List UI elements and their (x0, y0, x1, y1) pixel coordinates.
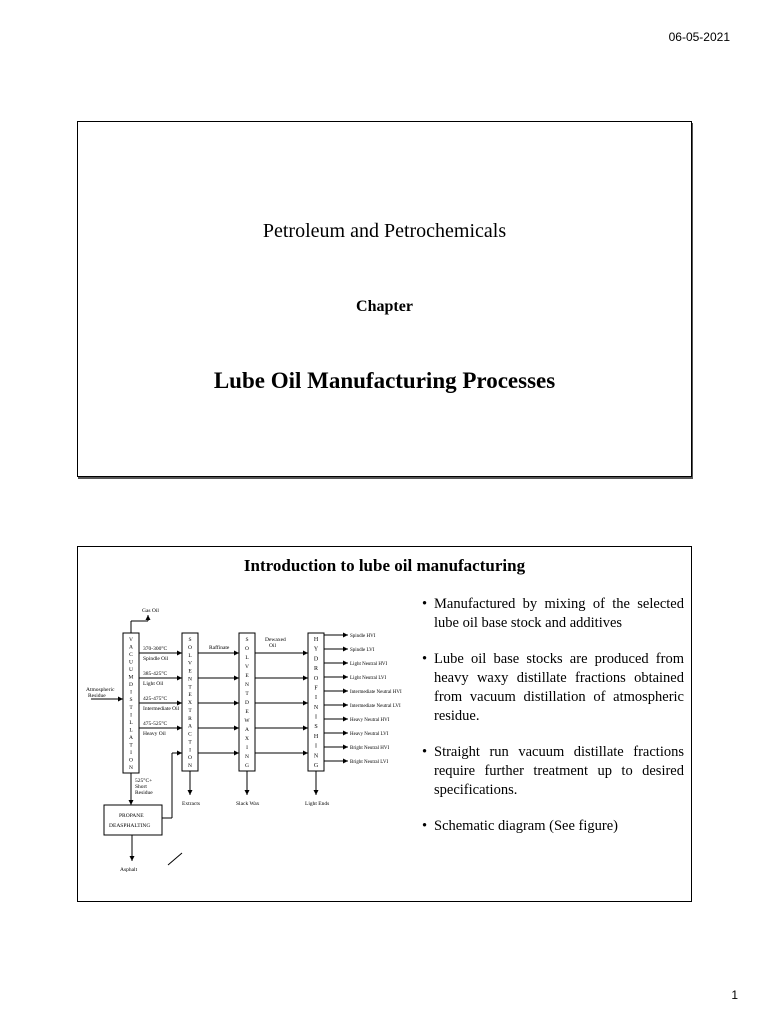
cut-1-name: Spindle Oil (143, 656, 169, 662)
page-number: 1 (731, 988, 738, 1002)
gas-oil-label: Gas Oil (142, 608, 159, 614)
process-flow-diagram (86, 603, 416, 883)
hydrofinishing-column-letter: I (315, 743, 317, 750)
hydrofinishing-column-letter: H (313, 733, 319, 740)
light-ends-label: Light Ends (305, 801, 330, 807)
extraction-column-letter: E (188, 692, 192, 699)
dewaxing-column-letter: E (245, 709, 249, 715)
hydrofinishing-column-letter: I (315, 695, 317, 702)
dewaxed-oil-1: Dewaxed (265, 637, 286, 643)
cut-3-temp: 425-475°C (143, 696, 168, 702)
vacuum-column-letter: I (130, 689, 132, 696)
dewaxing-column-letter: S (245, 637, 249, 643)
dewaxing-column-letter: I (246, 745, 248, 751)
extracts-label: Extracts (182, 801, 201, 807)
extraction-column-letter: I (189, 747, 191, 754)
cut-3-name: Intermediate Oil (143, 706, 180, 712)
hydrofinishing-column-letter: S (314, 724, 318, 731)
dewaxing-column-letter: E (245, 673, 249, 679)
product-label: Light Neutral HVI (350, 662, 388, 667)
feed-label-1: Atmospheric (86, 687, 115, 693)
extraction-column-letter: C (188, 731, 192, 738)
dewaxing-column-letter: T (245, 691, 249, 697)
cut-1-temp: 370-300°C (143, 646, 168, 652)
vacuum-column-letter: N (129, 765, 133, 771)
hydrofinishing-column-letter: H (313, 637, 319, 643)
vacuum-column-letter: U (129, 659, 133, 666)
vacuum-column-letter: C (129, 652, 133, 659)
asphalt-label: Asphalt (120, 867, 138, 873)
bullet-item: • Straight run vacuum distillate fractions require further treatment up to desired specifications. (422, 743, 684, 800)
dewaxing-column-letter: N (245, 754, 249, 760)
product-label: Spindle HVI (350, 634, 376, 639)
dewaxing-column-letter: O (245, 646, 249, 652)
product-label: Intermediate Neutral HVI (350, 690, 402, 695)
vacuum-column-letter: V (129, 637, 133, 643)
vacuum-column-letter: I (130, 712, 132, 719)
product-label: Bright Neutral LVI (350, 760, 389, 765)
vacuum-column-letter: D (129, 682, 133, 689)
extraction-column-letter: T (188, 707, 192, 714)
bullet-item: • Schematic diagram (See figure) (422, 817, 684, 836)
vacuum-column-letter: L (129, 719, 133, 726)
extraction-column-letter: R (188, 715, 192, 722)
extraction-column-letter: V (188, 660, 192, 667)
hydrofinishing-column-letter: Y (313, 646, 319, 653)
vacuum-column-letter: I (130, 749, 132, 756)
propane-label-1: PROPANE (119, 813, 144, 819)
product-label: Heavy Neutral LVI (350, 732, 389, 737)
bullet-list (422, 595, 684, 853)
product-label: Spindle LVI (350, 648, 375, 653)
short-residue-1: 525°C+ (135, 778, 153, 784)
propane-label-2: DEASPHALTING (109, 823, 151, 829)
hydrofinishing-column-letter: O (313, 675, 319, 682)
extraction-column-letter: T (188, 684, 192, 691)
dewaxing-column-letter: D (245, 700, 249, 706)
dewaxing-column-letter: G (245, 763, 249, 769)
dewaxing-column-letter: V (245, 664, 249, 670)
vacuum-column-letter: M (128, 674, 134, 681)
chapter-title: Lube Oil Manufacturing Processes (213, 368, 556, 393)
cut-2-name: Light Oil (143, 681, 164, 687)
chapter-label: Chapter (356, 298, 413, 315)
short-residue-3: Residue (135, 790, 153, 796)
extraction-column-letter: O (188, 644, 192, 651)
vacuum-column-letter: U (129, 667, 133, 674)
hydrofinishing-column-letter: G (313, 763, 319, 769)
slack-wax-label: Slack Wax (236, 801, 260, 807)
page-date: 06-05-2021 (668, 30, 730, 44)
extraction-column-letter: X (188, 700, 192, 706)
vacuum-column-letter: T (129, 742, 133, 749)
extraction-column-letter: N (188, 763, 192, 769)
product-label: Intermediate Neutral LVI (350, 704, 401, 709)
dewaxing-column-letter: W (244, 718, 250, 724)
vacuum-column-letter: O (129, 757, 133, 764)
extraction-column-letter: A (188, 723, 192, 730)
propane-deasphalting-box (104, 805, 162, 835)
intro-slide (77, 546, 692, 902)
vacuum-column-letter: A (129, 644, 133, 651)
title-slide (77, 121, 692, 477)
cut-4-temp: 475-525°C (143, 721, 168, 727)
product-label: Bright Neutral HVI (350, 746, 390, 751)
bullet-item: • Manufactured by mixing of the selected lube oil base stock and additives (422, 595, 684, 633)
vacuum-column-letter: S (129, 697, 133, 704)
cut-2-temp: 385-425°C (143, 671, 168, 677)
hydrofinishing-column-letter: I (315, 714, 317, 721)
extraction-column-letter: T (188, 739, 192, 746)
course-title: Petroleum and Petrochemicals (262, 220, 507, 242)
extraction-column-letter: E (188, 668, 192, 675)
short-residue-2: Short (135, 784, 147, 790)
hydrofinishing-column-letter: N (313, 704, 319, 711)
extraction-column-letter: L (188, 652, 192, 659)
dewaxing-column-letter: X (245, 736, 249, 742)
extraction-column-letter: S (188, 637, 192, 643)
cut-4-name: Heavy Oil (143, 731, 166, 737)
hydrofinishing-column-letter: D (313, 656, 319, 663)
slide-title: Introduction to lube oil manufacturing (243, 556, 526, 575)
hydrofinishing-column (308, 633, 324, 771)
dewaxing-column-letter: L (245, 655, 249, 661)
extraction-column-letter: O (188, 755, 192, 762)
bullet-item: • Lube oil base stocks are produced from heavy waxy distillate fractions obtained from vacuum distillation of atmospheric residue. (422, 650, 684, 726)
vacuum-column-letter: A (129, 734, 133, 741)
vacuum-column-letter: L (129, 727, 133, 734)
dewaxed-oil-2: Oil (269, 643, 277, 649)
hydrofinishing-column-letter: F (314, 685, 318, 692)
product-label: Heavy Neutral HVI (350, 718, 390, 723)
feed-label-2: Residue (88, 693, 106, 699)
raffinate-label: Raffinate (209, 645, 230, 651)
vacuum-column-letter: T (129, 704, 133, 711)
dewaxing-column-letter: N (245, 682, 249, 688)
hydrofinishing-column-letter: N (313, 753, 319, 760)
extraction-column-letter: N (188, 676, 192, 683)
hydrofinishing-column-letter: R (313, 666, 319, 673)
dewaxing-column-letter: A (245, 727, 249, 733)
product-label: Light Neutral LVI (350, 676, 387, 681)
